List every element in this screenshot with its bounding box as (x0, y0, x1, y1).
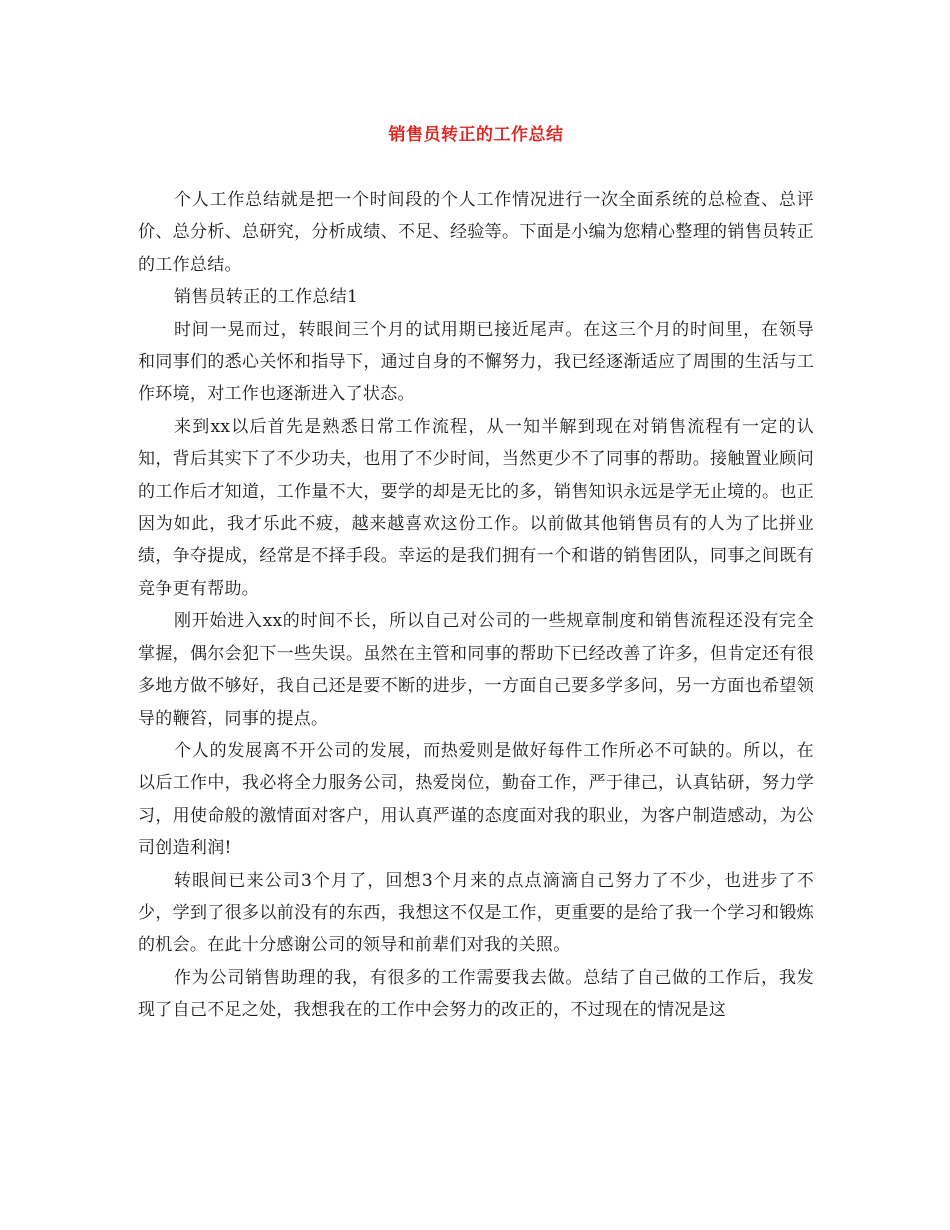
paragraph-intro: 个人工作总结就是把一个时间段的个人工作情况进行一次全面系统的总检查、总评价、总分析、总研究，分析成绩、不足、经验等。下面是小编为您精心整理的销售员转正的工作总结。 (138, 190, 814, 275)
paragraph: 个人的发展离不开公司的发展，而热爱则是做好每件工作所必不可缺的。所以，在以后工作中，我必将全力服务公司，热爱岗位，勤奋工作，严于律己，认真钻研，努力学习，用使命般的激情面对客户，用认真严谨的态度面对我的职业，为客户制造感动，为公司创造利润! (138, 740, 814, 859)
paragraph: 来到xx以后首先是熟悉日常工作流程，从一知半解到现在对销售流程有一定的认知，背后其实下了不少功夫，也用了不少时间，当然更少不了同事的帮助。接触置业顾问的工作后才知道，工作量不大，要学的却是无比的多，销售知识永远是学无止境的。也正因为如此，我才乐此不疲，越来越喜欢这份工作。以前做其他销售员有的人为了比拼业绩，争夺提成，经常是不择手段。幸运的是我们拥有一个和谐的销售团队，同事之间既有竞争更有帮助。 (138, 416, 814, 599)
section-heading: 销售员转正的工作总结1 (174, 287, 359, 308)
paragraph: 刚开始进入xx的时间不长，所以自己对公司的一些规章制度和销售流程还没有完全掌握，偶尔会犯下一些失误。虽然在主管和同事的帮助下已经改善了许多，但肯定还有很多地方做不够好，我自己还是要不断的进步，一方面自己要多学多问，另一方面也希望领导的鞭笞，同事的提点。 (138, 611, 814, 729)
paragraph: 作为公司销售助理的我，有很多的工作需要我去做。总结了自己做的工作后，我发现了自己不足之处，我想我在的工作中会努力的改正的，不过现在的情况是这 (138, 967, 814, 1021)
document-title: 销售员转正的工作总结 (388, 125, 564, 145)
paragraph: 时间一晃而过，转眼间三个月的试用期已接近尾声。在这三个月的时间里，在领导和同事们的悉心关怀和指导下，通过自身的不懈努力，我已经逐渐适应了周围的生活与工作环境，对工作也逐渐进入了状态。 (138, 319, 814, 405)
paragraph: 转眼间已来公司3个月了，回想3个月来的点点滴滴自己努力了不少，也进步了不少，学到了很多以前没有的东西，我想这不仅是工作，更重要的是给了我一个学习和锻炼的机会。在此十分感谢公司的领导和前辈们对我的关照。 (138, 870, 814, 956)
document-page (138, 118, 814, 1027)
